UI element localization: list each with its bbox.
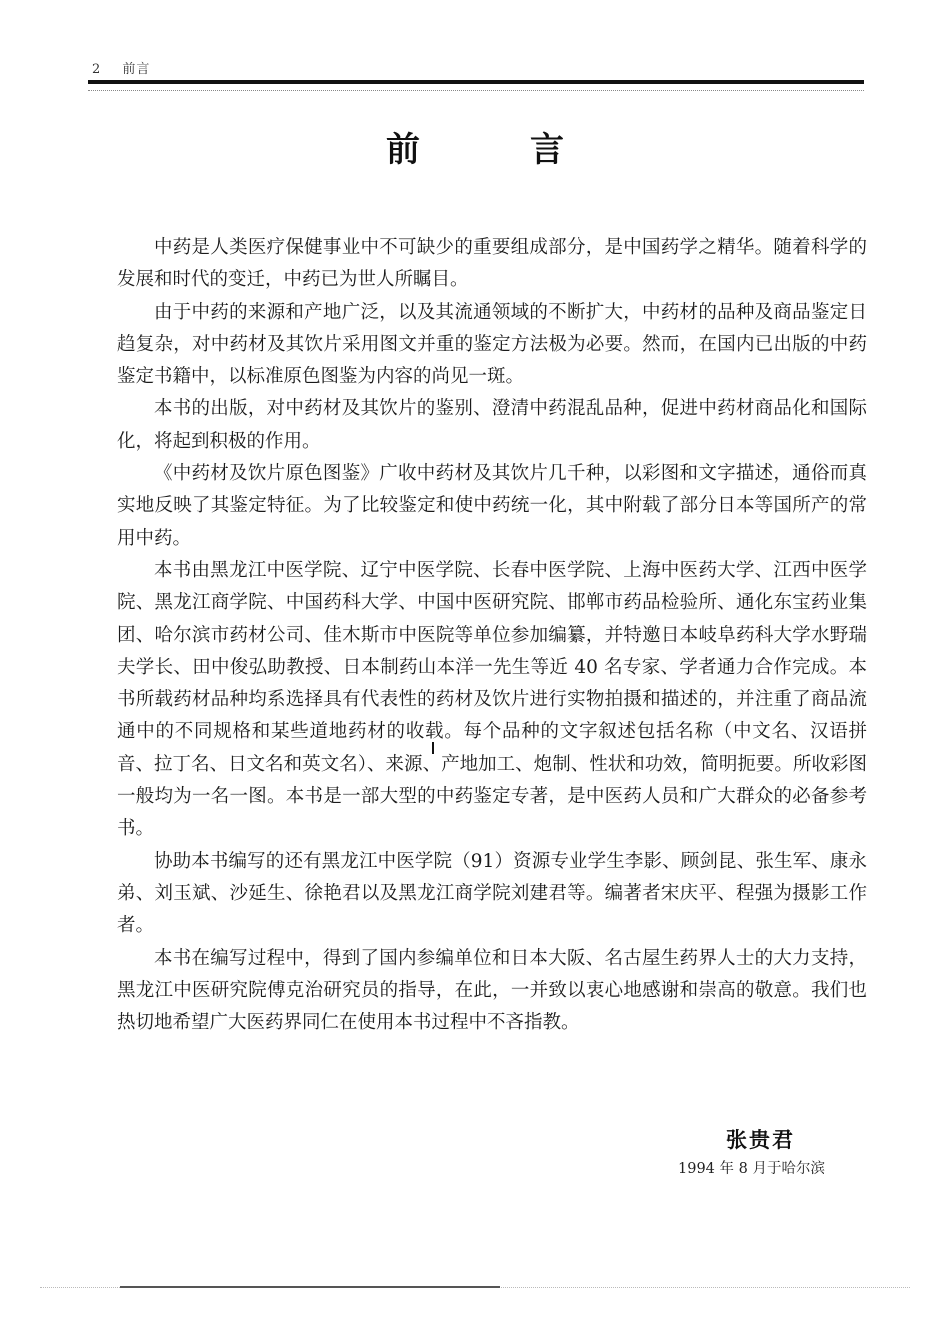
paragraph-5: 本书由黑龙江中医学院、辽宁中医学院、长春中医学院、上海中医药大学、江西中医学院、黑龙江商学院、中国药科大学、中国中医研究院、邯郸市药品检验所、通化东宝药业集团、哈尔滨市药材公司、佳木斯市中医院等单位参加编纂，并特邀日本岐阜药科大学水野瑞夫学长、田中俊弘助教授、日本制药山本洋一先生等近 40 名专家、学者通力合作完成。本书所载药材品种均系选择具有代表性的药材及饮片进行实物拍摄和描述的，并注重了商品流通中的不同规格和某些道地药材的收载。每个品种的文字叙述包括名称（中文名、汉语拼音、拉丁名、日文名和英文名）、来源、产地加工、炮制、性状和功效，简明扼要。所收彩图一般均为一名一图。本书是一部大型的中药鉴定专著，是中医药人员和广大群众的必备参考书。 [117,559,867,840]
running-title: 前言 [122,62,151,77]
paragraph-1: 中药是人类医疗保健事业中不可缺少的重要组成部分，是中国药学之精华。随着科学的发展和时代的变迁，中药已为世人所瞩目。 [117,237,867,291]
author-signature: 张贵君 [726,1128,795,1152]
page-title: 前言 [386,130,674,170]
paragraph-7: 本书在编写过程中，得到了国内参编单位和日本大阪、名古屋生药界人士的大力支持，黑龙江中医研究院傅克治研究员的指导，在此，一并致以衷心地感谢和崇高的敬意。我们也热切地希望广大医药界同仁在使用本书过程中不吝指教。 [117,947,867,1034]
header-dotted-rule [88,90,864,91]
page-number: 2 [92,62,102,77]
paragraph-3: 本书的出版，对中药材及其饮片的鉴别、澄清中药混乱品种，促进中药材商品化和国际化，将起到积极的作用。 [117,398,867,452]
preface-body [117,232,867,1039]
paragraph-6: 协助本书编写的还有黑龙江中医学院（91）资源专业学生李影、顾剑昆、张生军、康永弟、刘玉斌、沙延生、徐艳君以及黑龙江商学院刘建君等。编著者宋庆平、程强为摄影工作者。 [117,850,867,937]
footer-rule [120,1286,500,1288]
running-head [92,58,150,77]
scan-margin-mark [432,742,434,754]
paragraph-4: 《中药材及饮片原色图鉴》广收中药材及其饮片几千种，以彩图和文字描述，通俗而真实地反映了其鉴定特征。为了比较鉴定和使中药统一化，其中附载了部分日本等国所产的常用中药。 [117,463,867,549]
header-rule [88,80,864,84]
paragraph-2: 由于中药的来源和产地广泛，以及其流通领域的不断扩大，中药材的品种及商品鉴定日趋复杂，对中药材及其饮片采用图文并重的鉴定方法极为必要。然而，在国内已出版的中药鉴定书籍中，以标准原色图鉴为内容的尚见一斑。 [117,301,867,388]
signature-date: 1994 年 8 月于哈尔滨 [678,1161,825,1177]
